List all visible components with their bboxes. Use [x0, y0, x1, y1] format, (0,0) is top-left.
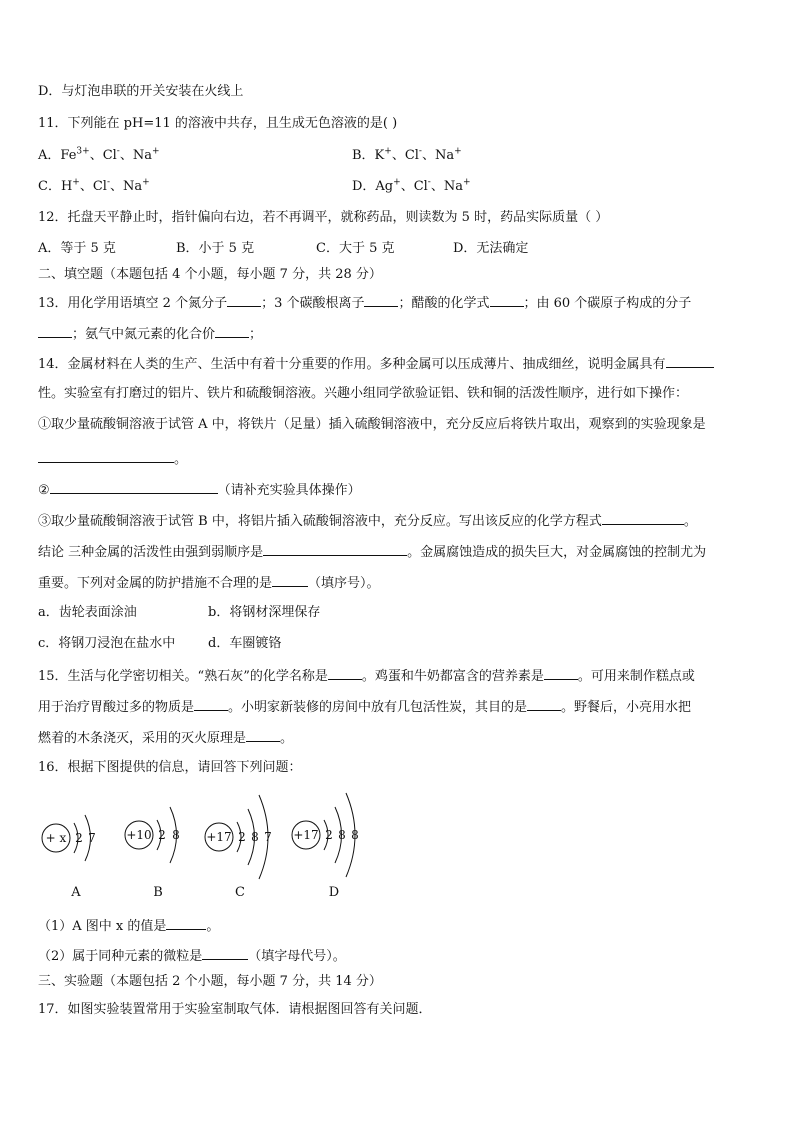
answer-blank[interactable]	[328, 667, 362, 680]
answer-blank[interactable]	[215, 325, 249, 338]
nucleus-charge-c: +17	[206, 830, 232, 844]
q11-option-c: C．H+、Cl-、Na+	[38, 177, 150, 194]
shell-electrons: 8	[251, 830, 259, 844]
q11-option-d: D．Ag+、Cl-、Na+	[352, 177, 471, 194]
answer-blank[interactable]	[490, 294, 524, 307]
q16-sub2: （2）属于同种元素的微粒是 （填字母代号）。	[38, 949, 346, 964]
shell-electrons: 8	[351, 828, 359, 842]
answer-blank[interactable]	[246, 729, 280, 742]
q16-sub1: （1）A 图中 x 的值是 。	[38, 919, 220, 934]
q13-line2: ；氨气中氮元素的化合价 ；	[38, 325, 262, 343]
q15-line1: 15．生活与化学密切相关。“熟石灰”的化学名称是 。鸡蛋和牛奶都富含的营养素是 。可用来制作糕点或	[38, 669, 695, 684]
nucleus-charge-d: +17	[293, 828, 319, 842]
shell-electrons: 2	[325, 828, 333, 842]
answer-blank[interactable]	[602, 512, 684, 525]
q14-line2: 性。实验室有打磨过的铝片、铁片和硫酸铜溶液。兴趣小组同学欲验证铝、铁和铜的活泼性顺序，进行如下操作：	[38, 386, 689, 401]
q14-option-a: a．齿轮表面涂油	[38, 605, 137, 620]
shell-electrons: 2	[75, 831, 83, 845]
shell-electrons: 2	[238, 830, 246, 844]
shell-electrons: 7	[88, 831, 96, 845]
shell-electrons: 8	[338, 828, 346, 842]
q12-stem: 12．托盘天平静止时，指针偏向右边，若不再调平，就称药品，则读数为 5 时，药品实际质量（ ）	[38, 210, 609, 225]
section-fill-in-heading: 二、填空题（本题包括 4 个小题，每小题 7 分，共 28 分）	[38, 267, 382, 282]
answer-blank[interactable]	[38, 450, 174, 463]
shell-electrons: 8	[172, 828, 180, 842]
nucleus-charge-b: +10	[126, 828, 152, 842]
q14-line3: ①取少量硫酸铜溶液于试管 A 中，将铁片（足量）插入硫酸铜溶液中，充分反应后将铁片取出，观察到的实验现象是	[38, 417, 706, 432]
diagram-label-d: D	[328, 885, 340, 900]
q13-line1: 13．用化学用语填空 2 个氮分子 ；3 个碳酸根离子 ；醋酸的化学式 ；由 60 个碳原子构成的分子	[38, 296, 692, 311]
answer-blank[interactable]	[202, 947, 248, 960]
answer-blank[interactable]	[227, 294, 261, 307]
q14-line8: 重要。下列对金属的防护措施不合理的是 （填序号）。	[38, 576, 380, 591]
q11-stem: 11．下列能在 pH=11 的溶液中共存，且生成无色溶液的是( )	[38, 116, 398, 131]
q14-line1: 14．金属材料在人类的生产、生活中有着十分重要的作用。多种金属可以压成薄片、抽成细丝，说明金属具有	[38, 355, 714, 373]
q14-line4: 。	[38, 450, 187, 468]
shell-electrons: 2	[158, 828, 166, 842]
q12-option-c: C．大于 5 克	[316, 241, 395, 256]
section-experiment-heading: 三、实验题（本题包括 2 个小题，每小题 7 分，共 14 分）	[38, 974, 382, 989]
q11-option-b: B．K+、Cl-、Na+	[352, 146, 462, 163]
atom-structure-diagrams	[30, 785, 390, 905]
q14-line6: ③取少量硫酸铜溶液于试管 B 中，将铝片插入硫酸铜溶液中，充分反应。写出该反应的化学方程式 。	[38, 514, 697, 529]
answer-blank[interactable]	[364, 294, 398, 307]
q10-option-d: D．与灯泡串联的开关安装在火线上	[38, 84, 244, 99]
q12-option-b: B．小于 5 克	[176, 241, 255, 256]
nucleus-charge-a: + x	[45, 831, 67, 845]
q17-stem: 17．如图实验装置常用于实验室制取气体．请根据图回答有关问题．	[38, 1002, 432, 1017]
q11-options-row2	[38, 177, 471, 195]
q12-option-d: D．无法确定	[453, 241, 529, 256]
answer-blank[interactable]	[544, 667, 578, 680]
diagram-label-a: A	[71, 885, 81, 900]
q14-line5: ② （请补充实验具体操作）	[38, 483, 361, 498]
answer-blank[interactable]	[666, 355, 714, 368]
q14-option-c: c．将钢刀浸泡在盐水中	[38, 636, 176, 651]
q12-option-a: A．等于 5 克	[38, 241, 116, 256]
q14-option-b: b．将钢材深埋保存	[208, 605, 321, 620]
q15-line3: 燃着的木条浇灭，采用的灭火原理是 。	[38, 731, 294, 746]
answer-blank[interactable]	[50, 481, 218, 494]
q16-stem: 16．根据下图提供的信息，请回答下列问题：	[38, 760, 302, 775]
answer-blank[interactable]	[527, 698, 561, 711]
diagram-label-c: C	[235, 885, 245, 900]
shell-electrons: 7	[264, 830, 272, 844]
answer-blank[interactable]	[38, 325, 72, 338]
diagram-label-b: B	[153, 885, 163, 900]
answer-blank[interactable]	[263, 543, 407, 556]
q14-option-d: d．车圈镀铬	[208, 636, 282, 651]
q14-line7: 结论 三种金属的活泼性由强到弱顺序是 。金属腐蚀造成的损失巨大，对金属腐蚀的控制尤为	[38, 545, 707, 560]
q11-option-a: A．$Fe^{3+}$、Cl-、Na+	[38, 146, 160, 163]
q11-options-row1	[38, 146, 462, 164]
answer-blank[interactable]	[272, 574, 308, 587]
q15-line2: 用于治疗胃酸过多的物质是 。小明家新装修的房间中放有几包活性炭，其目的是 。野餐后，小亮用水把	[38, 700, 692, 715]
answer-blank[interactable]	[194, 698, 228, 711]
answer-blank[interactable]	[166, 917, 206, 930]
